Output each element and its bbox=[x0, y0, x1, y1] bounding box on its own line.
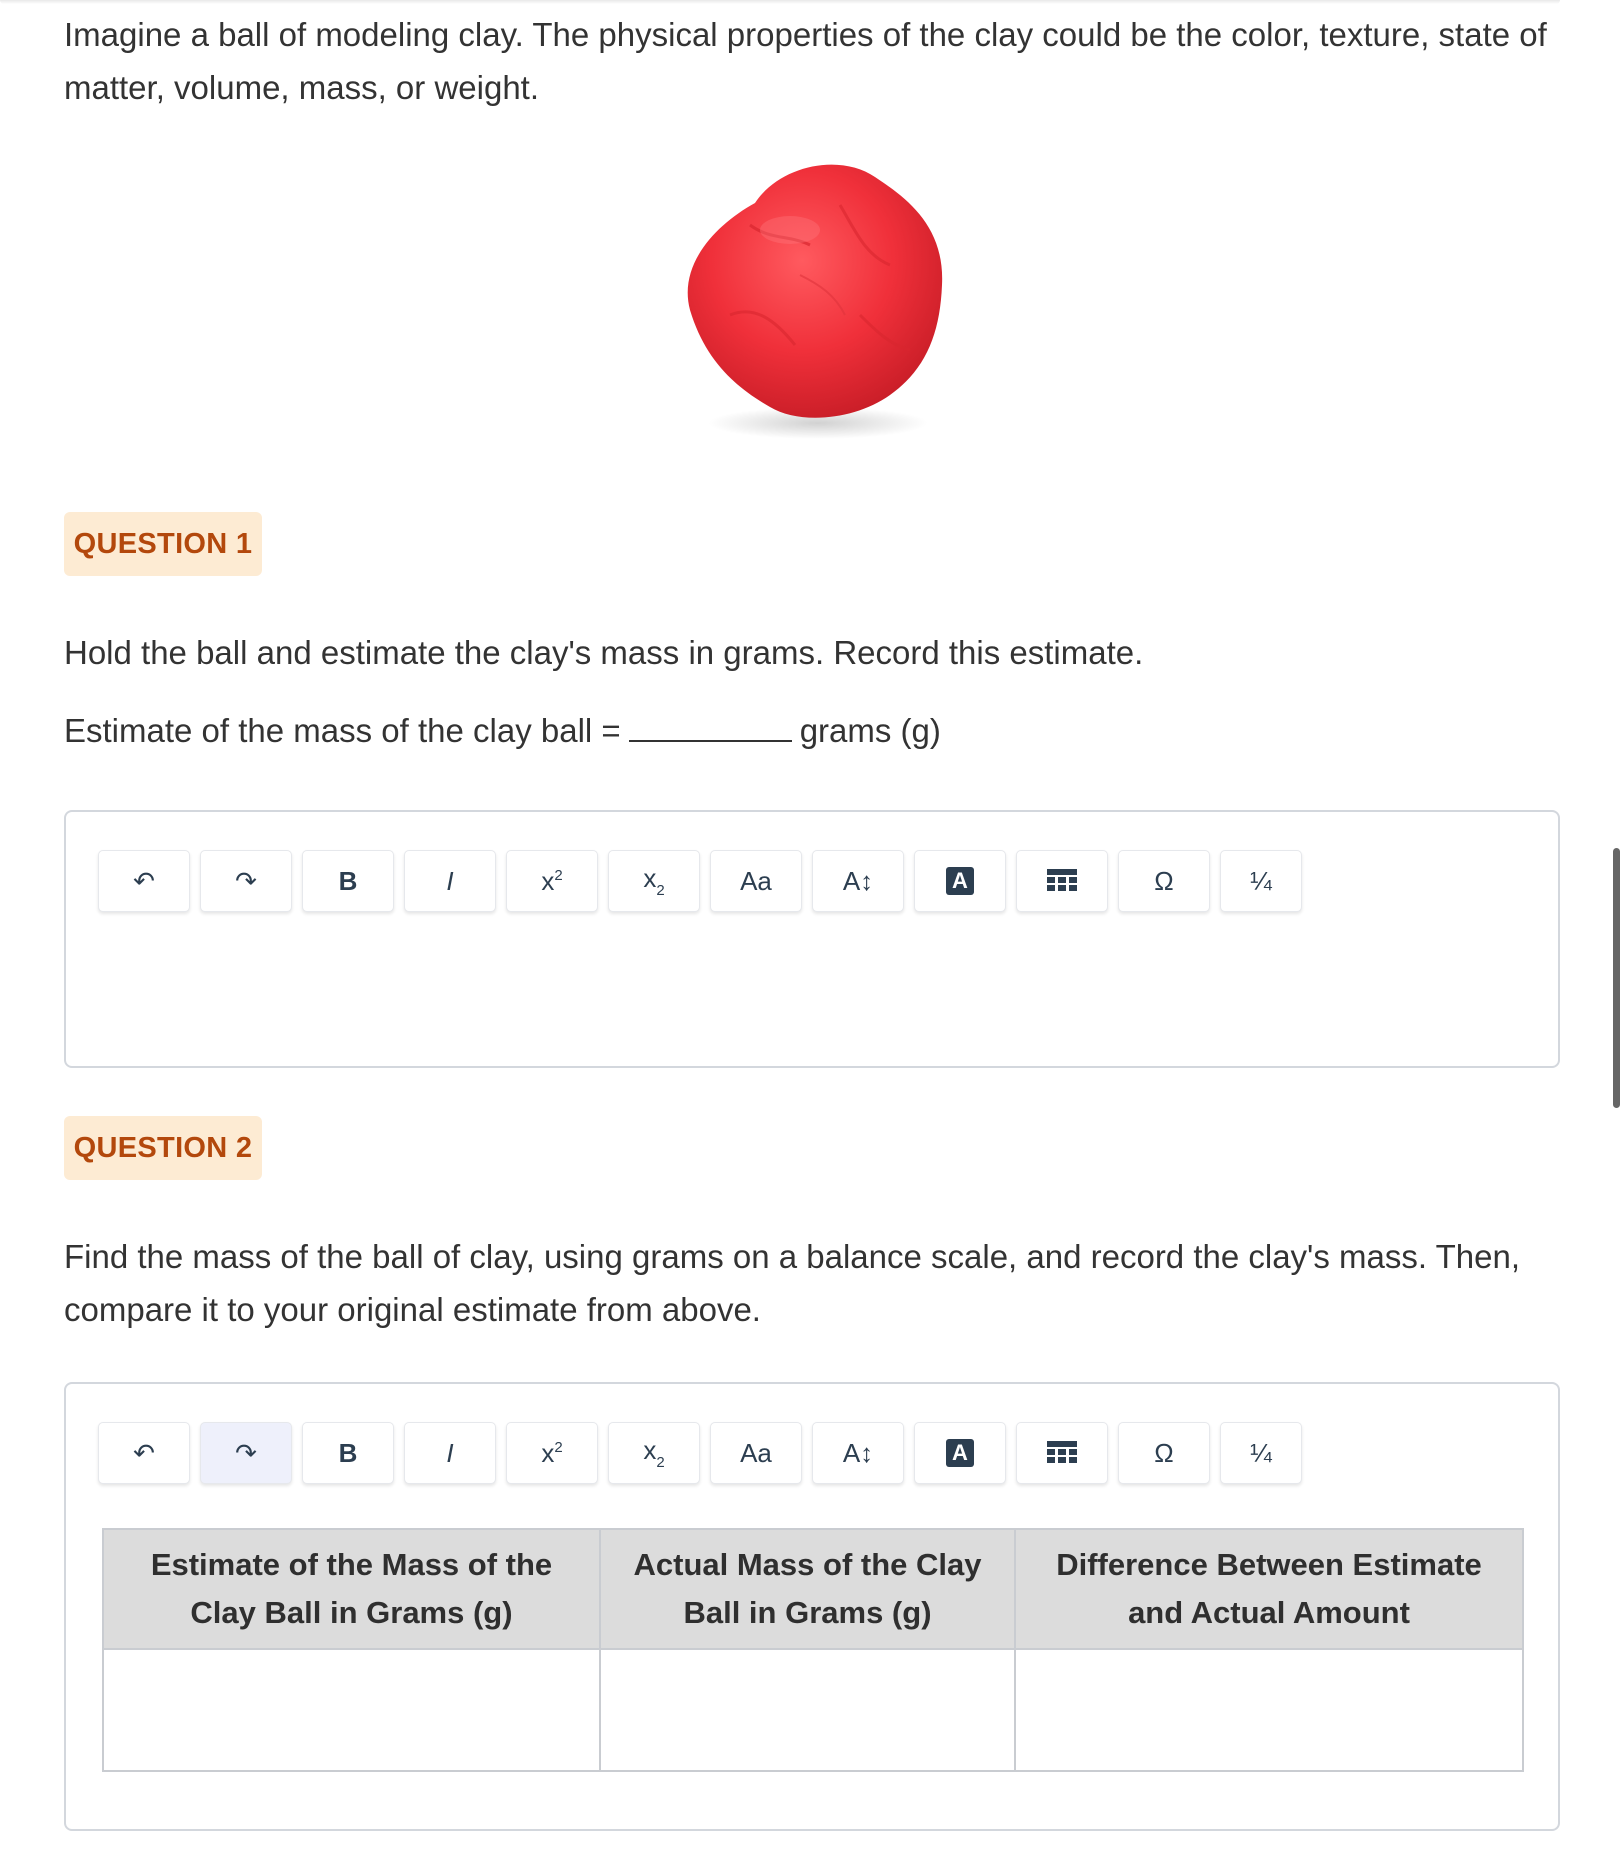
subscript-icon: $x_2$ bbox=[643, 1435, 665, 1471]
table-header-actual: Actual Mass of the Clay Ball in Grams (g) bbox=[600, 1529, 1015, 1649]
font-case-button[interactable] bbox=[710, 850, 802, 912]
insert-table-button[interactable] bbox=[1016, 850, 1108, 912]
undo-button[interactable] bbox=[98, 850, 190, 912]
top-card-edge bbox=[0, 0, 1560, 4]
estimate-label: Estimate of the mass of the clay ball = bbox=[64, 712, 621, 749]
superscript-icon: $x^2$ bbox=[541, 865, 563, 896]
text-color-icon: A bbox=[946, 1439, 974, 1467]
fraction-button[interactable] bbox=[1220, 1422, 1302, 1484]
question-1-badge: QUESTION 1 bbox=[64, 512, 262, 576]
undo-icon: ↶ bbox=[133, 1437, 155, 1468]
clay-ball-image bbox=[660, 145, 960, 445]
italic-icon: I bbox=[446, 1437, 454, 1468]
table-header-estimate: Estimate of the Mass of the Clay Ball in Grams (g) bbox=[103, 1529, 600, 1649]
estimate-blank bbox=[629, 712, 792, 742]
superscript-icon: $x^2$ bbox=[541, 1437, 563, 1468]
redo-icon: ↷ bbox=[235, 865, 257, 896]
table-row bbox=[103, 1649, 1523, 1771]
redo-button[interactable] bbox=[200, 850, 292, 912]
table-cell-actual[interactable] bbox=[600, 1649, 1015, 1771]
subscript-icon: $x_2$ bbox=[643, 863, 665, 899]
fraction-button[interactable] bbox=[1220, 850, 1302, 912]
table-cell-difference[interactable] bbox=[1015, 1649, 1523, 1771]
special-char-button[interactable] bbox=[1118, 1422, 1210, 1484]
font-size-icon: A↕ bbox=[842, 1437, 874, 1468]
table-header-row bbox=[103, 1529, 1523, 1649]
bold-button[interactable] bbox=[302, 1422, 394, 1484]
redo-button[interactable] bbox=[200, 1422, 292, 1484]
page-scrollbar[interactable] bbox=[1613, 848, 1620, 1108]
answer-editor-2[interactable] bbox=[64, 1382, 1560, 1831]
italic-icon: I bbox=[446, 865, 454, 896]
insert-table-button[interactable] bbox=[1016, 1422, 1108, 1484]
font-size-button[interactable] bbox=[812, 1422, 904, 1484]
bold-button[interactable] bbox=[302, 850, 394, 912]
bold-icon: B bbox=[338, 1437, 358, 1468]
bold-icon: B bbox=[338, 865, 358, 896]
fraction-icon: ¼ bbox=[1250, 865, 1272, 896]
text-color-button[interactable] bbox=[914, 1422, 1006, 1484]
table-icon bbox=[1047, 869, 1077, 893]
text-color-icon: A bbox=[946, 867, 974, 895]
question-2-badge: QUESTION 2 bbox=[64, 1116, 262, 1180]
table-cell-estimate[interactable] bbox=[103, 1649, 600, 1771]
answer-editor-1[interactable] bbox=[64, 810, 1560, 1068]
response-table bbox=[102, 1528, 1524, 1772]
italic-button[interactable] bbox=[404, 850, 496, 912]
omega-icon: Ω bbox=[1154, 1437, 1174, 1468]
superscript-button[interactable] bbox=[506, 1422, 598, 1484]
redo-icon: ↷ bbox=[235, 1437, 257, 1468]
font-case-icon: Aa bbox=[740, 1437, 772, 1468]
italic-button[interactable] bbox=[404, 1422, 496, 1484]
subscript-button[interactable] bbox=[608, 850, 700, 912]
subscript-button[interactable] bbox=[608, 1422, 700, 1484]
intro-text: Imagine a ball of modeling clay. The physical properties of the clay could be the color, texture, state of matter, volume, mass, or weight. bbox=[64, 16, 1547, 106]
special-char-button[interactable] bbox=[1118, 850, 1210, 912]
editor-1-toolbar bbox=[98, 850, 1302, 912]
font-size-button[interactable] bbox=[812, 850, 904, 912]
text-color-button[interactable] bbox=[914, 850, 1006, 912]
table-icon bbox=[1047, 1441, 1077, 1465]
font-size-icon: A↕ bbox=[842, 865, 874, 896]
undo-icon: ↶ bbox=[133, 865, 155, 896]
estimate-unit: grams (g) bbox=[799, 712, 941, 749]
question-2-prompt: Find the mass of the ball of clay, using grams on a balance scale, and record the clay's mass. Then, compare it to your original estimate from above. bbox=[64, 1238, 1520, 1328]
font-case-button[interactable] bbox=[710, 1422, 802, 1484]
undo-button[interactable] bbox=[98, 1422, 190, 1484]
superscript-button[interactable] bbox=[506, 850, 598, 912]
question-1-prompt: Hold the ball and estimate the clay's mass in grams. Record this estimate. bbox=[64, 634, 1144, 671]
table-header-difference: Difference Between Estimate and Actual Amount bbox=[1015, 1529, 1523, 1649]
editor-2-toolbar bbox=[98, 1422, 1302, 1484]
font-case-icon: Aa bbox=[740, 865, 772, 896]
fraction-icon: ¼ bbox=[1250, 1437, 1272, 1468]
estimate-line bbox=[64, 712, 941, 750]
omega-icon: Ω bbox=[1154, 865, 1174, 896]
